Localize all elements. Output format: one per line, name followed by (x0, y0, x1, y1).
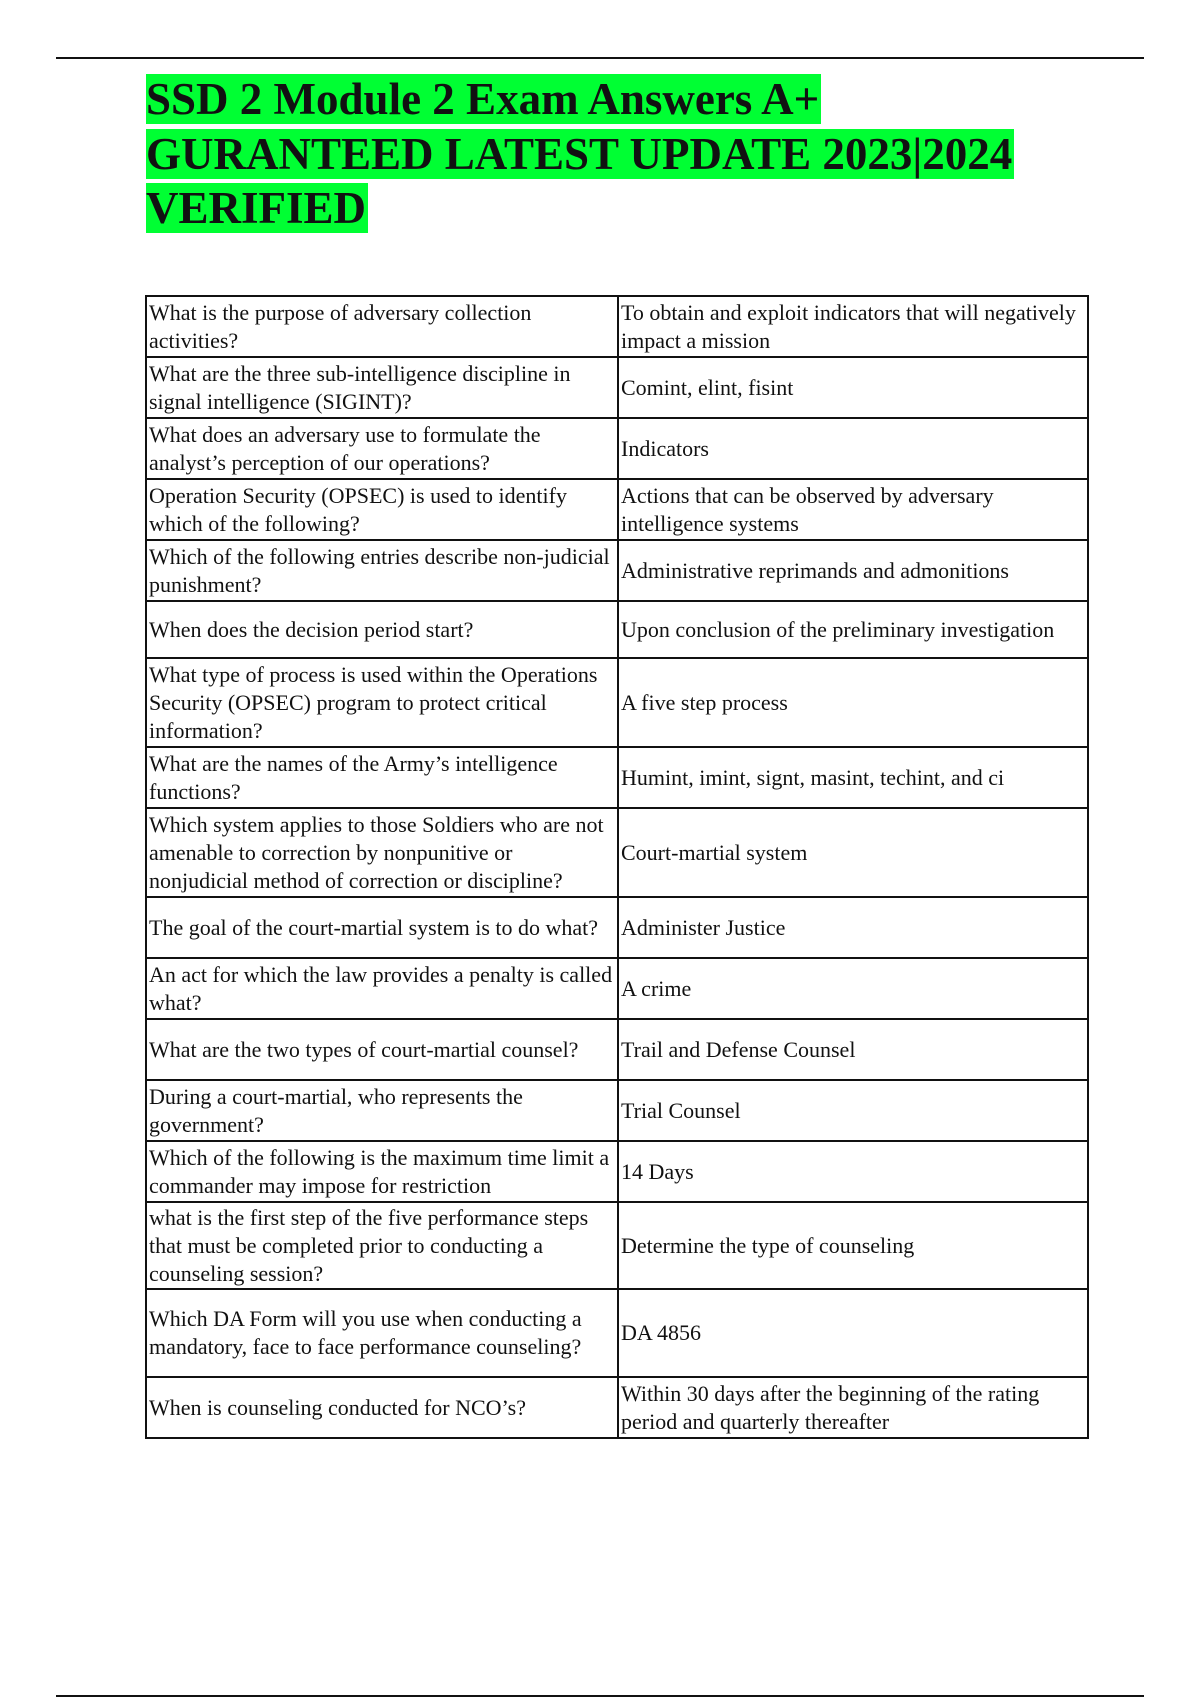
question-cell: The goal of the court-martial system is to do what? (146, 897, 618, 958)
answer-cell: A five step process (618, 658, 1088, 747)
bottom-rule (56, 1695, 1144, 1697)
answer-cell: Administer Justice (618, 897, 1088, 958)
answer-cell: Determine the type of counseling (618, 1202, 1088, 1289)
answer-cell: Actions that can be observed by adversary intelligence systems (618, 479, 1088, 540)
answer-cell: DA 4856 (618, 1289, 1088, 1377)
answer-cell: Administrative reprimands and admonitions (618, 540, 1088, 601)
answer-cell: Court-martial system (618, 808, 1088, 897)
question-cell: Operation Security (OPSEC) is used to identify which of the following? (146, 479, 618, 540)
question-cell: Which system applies to those Soldiers who are not amenable to correction by nonpunitive or nonjudicial method of correction or discipline? (146, 808, 618, 897)
title-line-1: SSD 2 Module 2 Exam Answers A+ (146, 74, 820, 124)
table-row (146, 1289, 1088, 1377)
table-row (146, 296, 1088, 357)
table-row (146, 540, 1088, 601)
question-cell: What is the purpose of adversary collection activities? (146, 296, 618, 357)
question-cell: What type of process is used within the Operations Security (OPSEC) program to protect critical information? (146, 658, 618, 747)
answer-cell: Comint, elint, fisint (618, 357, 1088, 418)
answer-cell: Trial Counsel (618, 1080, 1088, 1141)
table-row (146, 658, 1088, 747)
question-cell: Which DA Form will you use when conducting a mandatory, face to face performance counseling? (146, 1289, 618, 1377)
table-row (146, 1080, 1088, 1141)
table-row (146, 808, 1088, 897)
question-cell: What are the two types of court-martial counsel? (146, 1019, 618, 1080)
table-row (146, 897, 1088, 958)
top-rule (56, 57, 1144, 59)
table-row (146, 418, 1088, 479)
table-row (146, 1019, 1088, 1080)
title-line-2: GURANTEED LATEST UPDATE 2023|2024 (146, 128, 1013, 179)
qa-table (145, 295, 1089, 1439)
table-row (146, 747, 1088, 808)
question-cell: When does the decision period start? (146, 601, 618, 658)
document-title (146, 72, 1096, 236)
table-row (146, 601, 1088, 658)
answer-cell: A crime (618, 958, 1088, 1019)
answer-cell: Upon conclusion of the preliminary investigation (618, 601, 1088, 658)
answer-cell: Humint, imint, signt, masint, techint, and ci (618, 747, 1088, 808)
answer-cell: 14 Days (618, 1141, 1088, 1202)
question-cell: what is the first step of the five performance steps that must be completed prior to conducting a counseling session? (146, 1202, 618, 1289)
question-cell: During a court-martial, who represents the government? (146, 1080, 618, 1141)
question-cell: Which of the following entries describe non-judicial punishment? (146, 540, 618, 601)
question-cell: What are the names of the Army’s intelligence functions? (146, 747, 618, 808)
answer-cell: Within 30 days after the beginning of the rating period and quarterly thereafter (618, 1377, 1088, 1438)
answer-cell: Trail and Defense Counsel (618, 1019, 1088, 1080)
qa-table-body (146, 296, 1088, 1438)
answer-cell: Indicators (618, 418, 1088, 479)
question-cell: Which of the following is the maximum time limit a commander may impose for restriction (146, 1141, 618, 1202)
table-row (146, 1377, 1088, 1438)
title-line-3: VERIFIED (146, 183, 367, 233)
table-row (146, 1202, 1088, 1289)
table-row (146, 1141, 1088, 1202)
question-cell: When is counseling conducted for NCO’s? (146, 1377, 618, 1438)
question-cell: What are the three sub-intelligence discipline in signal intelligence (SIGINT)? (146, 357, 618, 418)
table-row (146, 357, 1088, 418)
table-row (146, 958, 1088, 1019)
question-cell: An act for which the law provides a penalty is called what? (146, 958, 618, 1019)
question-cell: What does an adversary use to formulate the analyst’s perception of our operations? (146, 418, 618, 479)
answer-cell: To obtain and exploit indicators that will negatively impact a mission (618, 296, 1088, 357)
table-row (146, 479, 1088, 540)
